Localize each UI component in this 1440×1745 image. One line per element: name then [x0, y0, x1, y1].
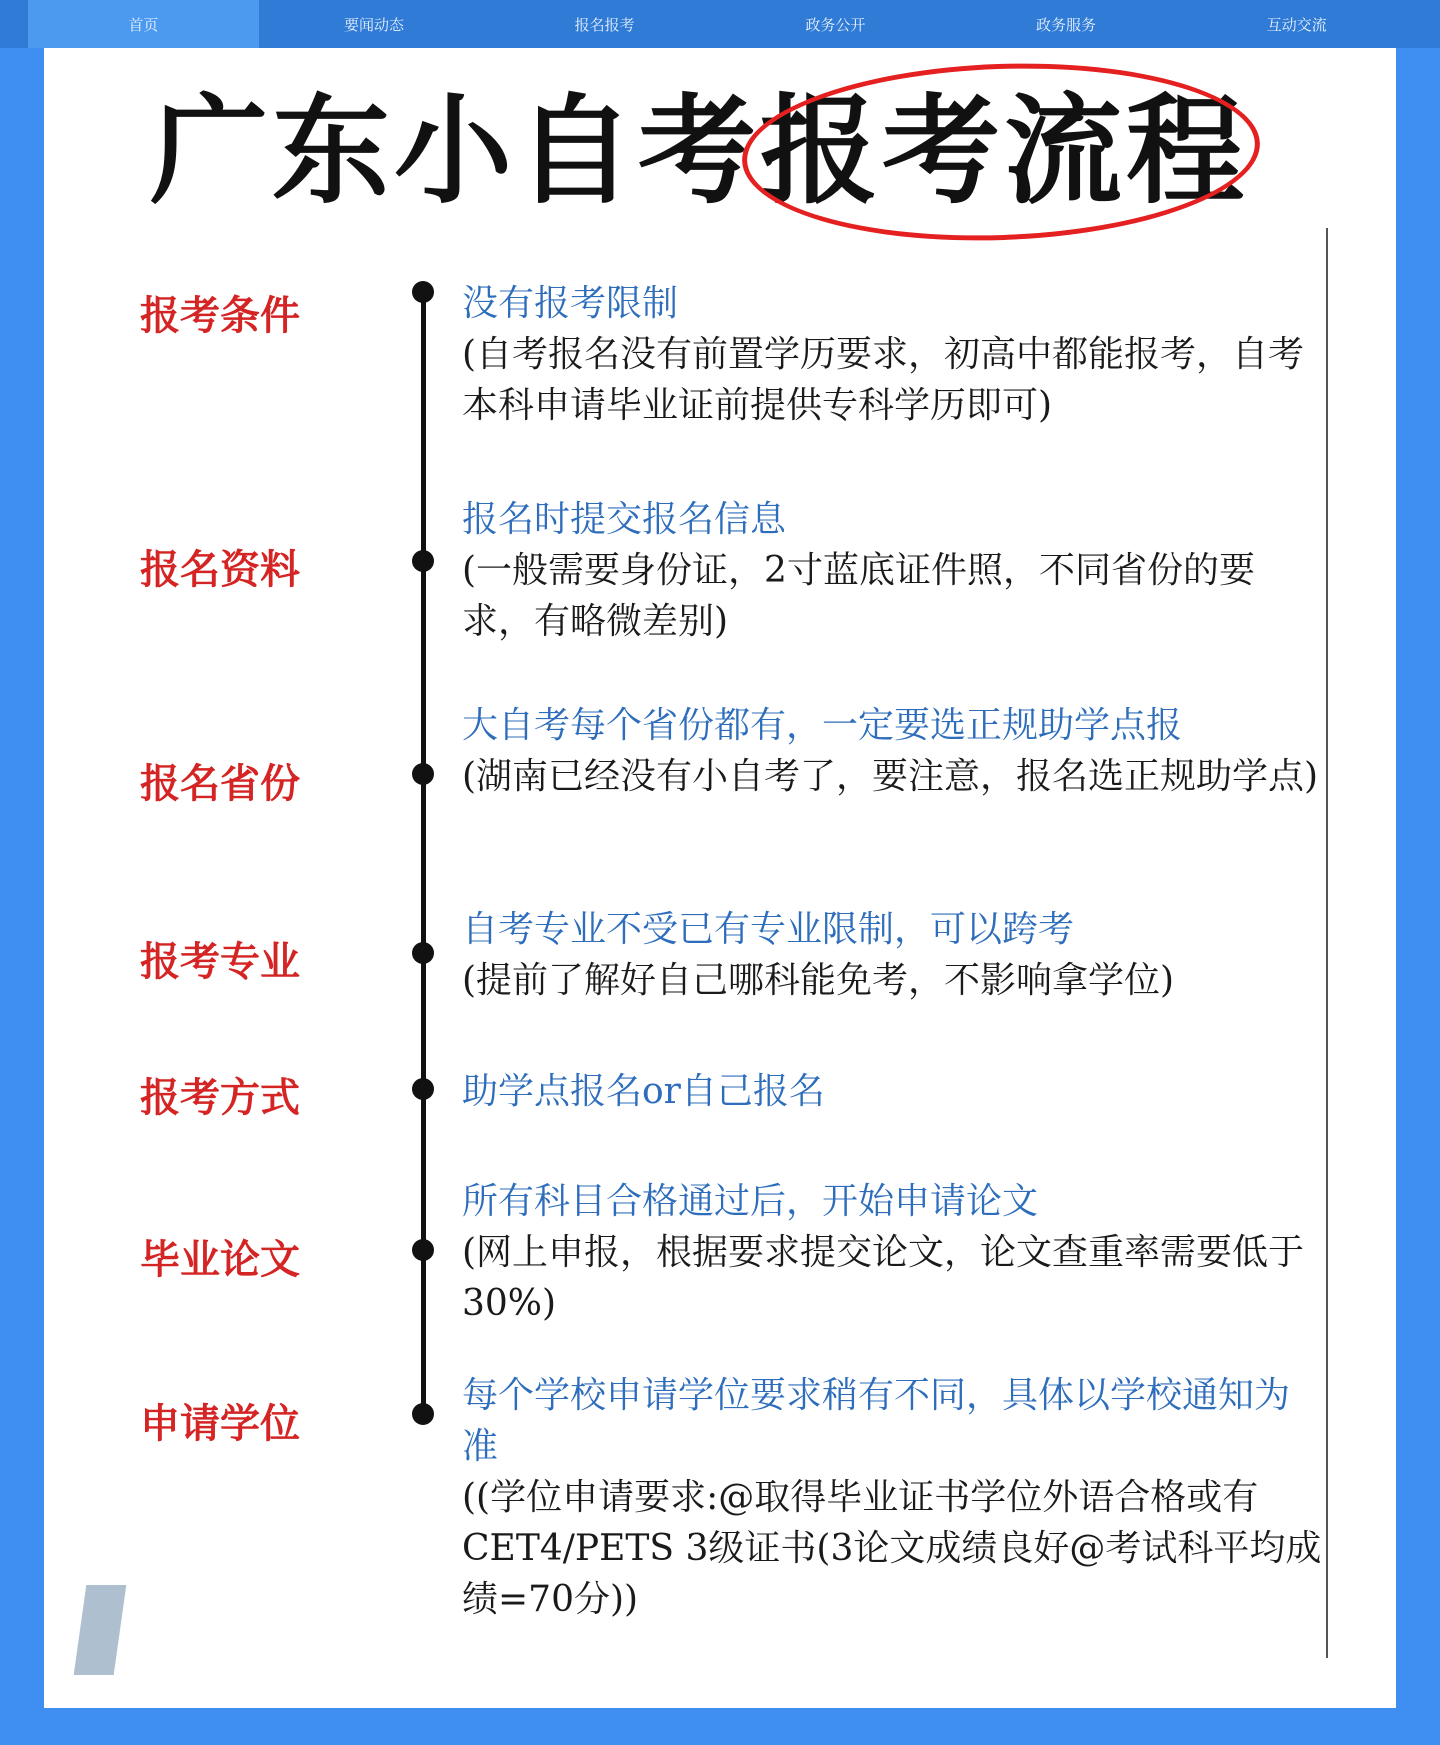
- step-heading: 每个学校申请学位要求稍有不同，具体以学校通知为准: [462, 1375, 1291, 1467]
- step-heading: 大自考每个省份都有，一定要选正规助学点报: [462, 705, 1183, 746]
- top-navigation-bar: [0, 0, 1440, 48]
- timeline-dot: [412, 1239, 434, 1261]
- nav-item-government-services[interactable]: 政务服务: [1036, 15, 1097, 34]
- step-heading: 报名时提交报名信息: [462, 499, 787, 540]
- step-heading: 所有科目合格通过后，开始申请论文: [462, 1181, 1039, 1222]
- timeline-dot: [412, 550, 434, 572]
- step-description: [462, 1066, 1322, 1117]
- step-detail: (湖南已经没有小自考了，要注意，报名选正规助学点): [462, 756, 1319, 797]
- step-label: 报名资料: [140, 546, 300, 593]
- step-label: 毕业论文: [140, 1236, 300, 1283]
- nav-left-edge: [0, 0, 28, 48]
- nav-item-registration[interactable]: 报名报考: [574, 15, 635, 34]
- step-detail: (自考报名没有前置学历要求，初高中都能报考，自考本科申请毕业证前提供专科学历即可): [462, 334, 1305, 426]
- step-label: 报考方式: [140, 1074, 300, 1121]
- step-detail: (提前了解好自己哪科能免考，不影响拿学位): [462, 960, 1175, 1001]
- timeline-dot: [412, 281, 434, 303]
- timeline-dot: [412, 1403, 434, 1425]
- step-description: [462, 904, 1322, 1006]
- nav-item-government-affairs[interactable]: 政务公开: [805, 15, 866, 34]
- nav-item-news[interactable]: 要闻动态: [344, 15, 405, 34]
- timeline-dot: [412, 1078, 434, 1100]
- nav-right-edge: [1412, 0, 1440, 48]
- step-description: [462, 1370, 1322, 1625]
- right-border-line: [1326, 228, 1328, 1658]
- nav-item-home[interactable]: 首页: [28, 0, 259, 48]
- step-detail: ((学位申请要求:@取得毕业证书学位外语合格或有CET4/PETS 3级证书(3论文成绩良好@考试科平均成绩=70分)): [462, 1477, 1322, 1620]
- step-description: [462, 1176, 1322, 1329]
- step-detail: (网上申报，根据要求提交论文，论文查重率需要低于30%): [462, 1232, 1305, 1324]
- step-heading: 助学点报名or自己报名: [462, 1071, 825, 1112]
- step-description: [462, 494, 1322, 647]
- step-heading: 没有报考限制: [462, 283, 679, 324]
- step-description: [462, 278, 1322, 431]
- step-detail: (一般需要身份证，2寸蓝底证件照，不同省份的要求，有略微差别): [462, 550, 1255, 642]
- step-description: [462, 700, 1322, 802]
- nav-item-interaction[interactable]: 互动交流: [1266, 15, 1327, 34]
- step-heading: 自考专业不受已有专业限制，可以跨考: [462, 909, 1075, 950]
- step-label: 报考条件: [140, 292, 300, 339]
- timeline-dot: [412, 942, 434, 964]
- step-label: 报名省份: [140, 760, 300, 807]
- step-label: 报考专业: [140, 938, 300, 985]
- step-label: 申请学位: [140, 1400, 300, 1447]
- page-title: 广东小自考报考流程: [150, 82, 1249, 220]
- timeline-dot: [412, 763, 434, 785]
